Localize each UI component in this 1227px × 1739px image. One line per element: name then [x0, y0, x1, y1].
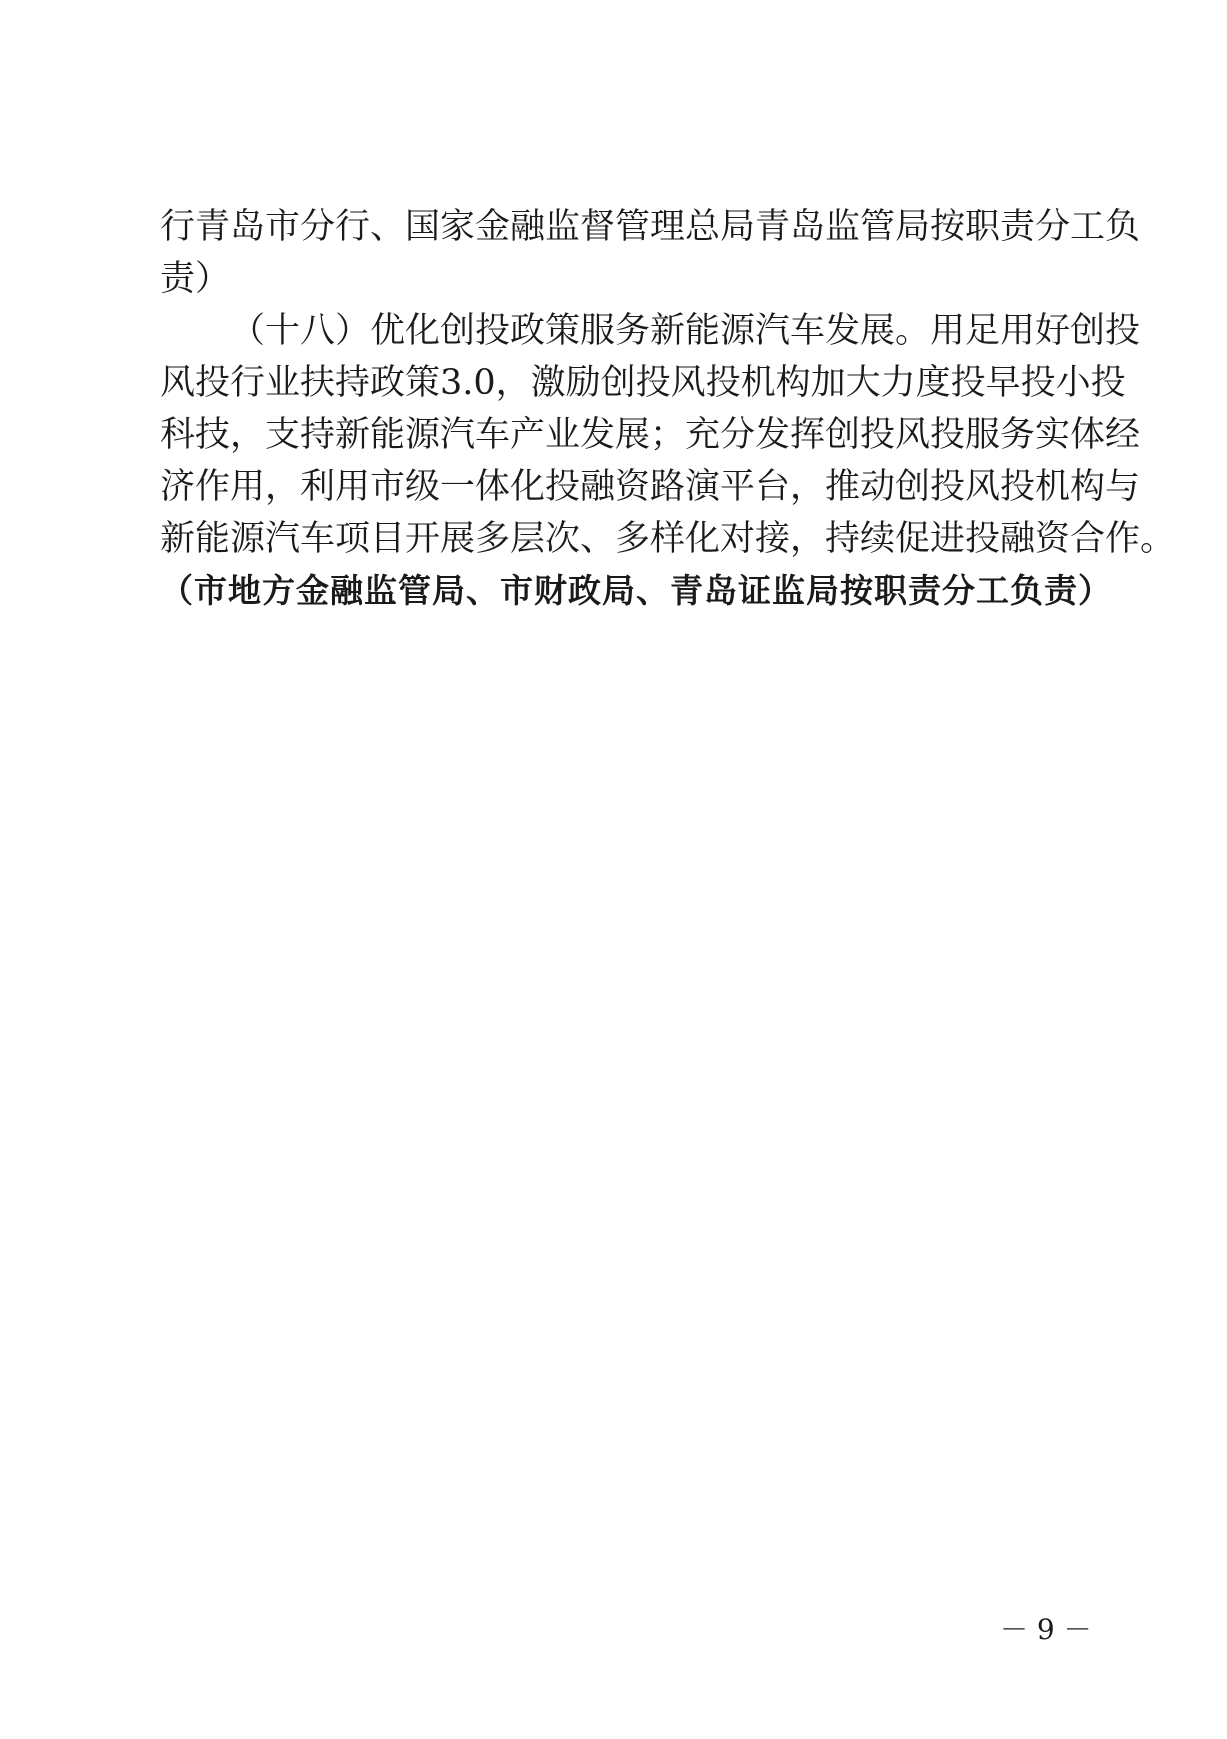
responsibility-note: （市地方金融监管局、市财政局、青岛证监局按职责分工负责） — [160, 571, 1112, 610]
paragraph-line: 责） — [160, 259, 231, 299]
paragraph-line: 风投行业扶持政策3.0，激励创投风投机构加大力度投早投小投 — [160, 363, 1126, 403]
section-18-heading-line: （十八）优化创投政策服务新能源汽车发展。用足用好创投 — [230, 311, 1141, 351]
paragraph-line: 行青岛市分行、国家金融监督管理总局青岛监管局按职责分工负 — [160, 207, 1141, 247]
page-number: － 9 － — [1000, 1613, 1092, 1646]
paragraph-line: 济作用，利用市级一体化投融资路演平台，推动创投风投机构与 — [160, 467, 1141, 507]
paragraph-line: 新能源汽车项目开展多层次、多样化对接，持续促进投融资合作。 — [160, 519, 1176, 559]
paragraph-line: 科技，支持新能源汽车产业发展；充分发挥创投风投服务实体经 — [160, 415, 1141, 455]
